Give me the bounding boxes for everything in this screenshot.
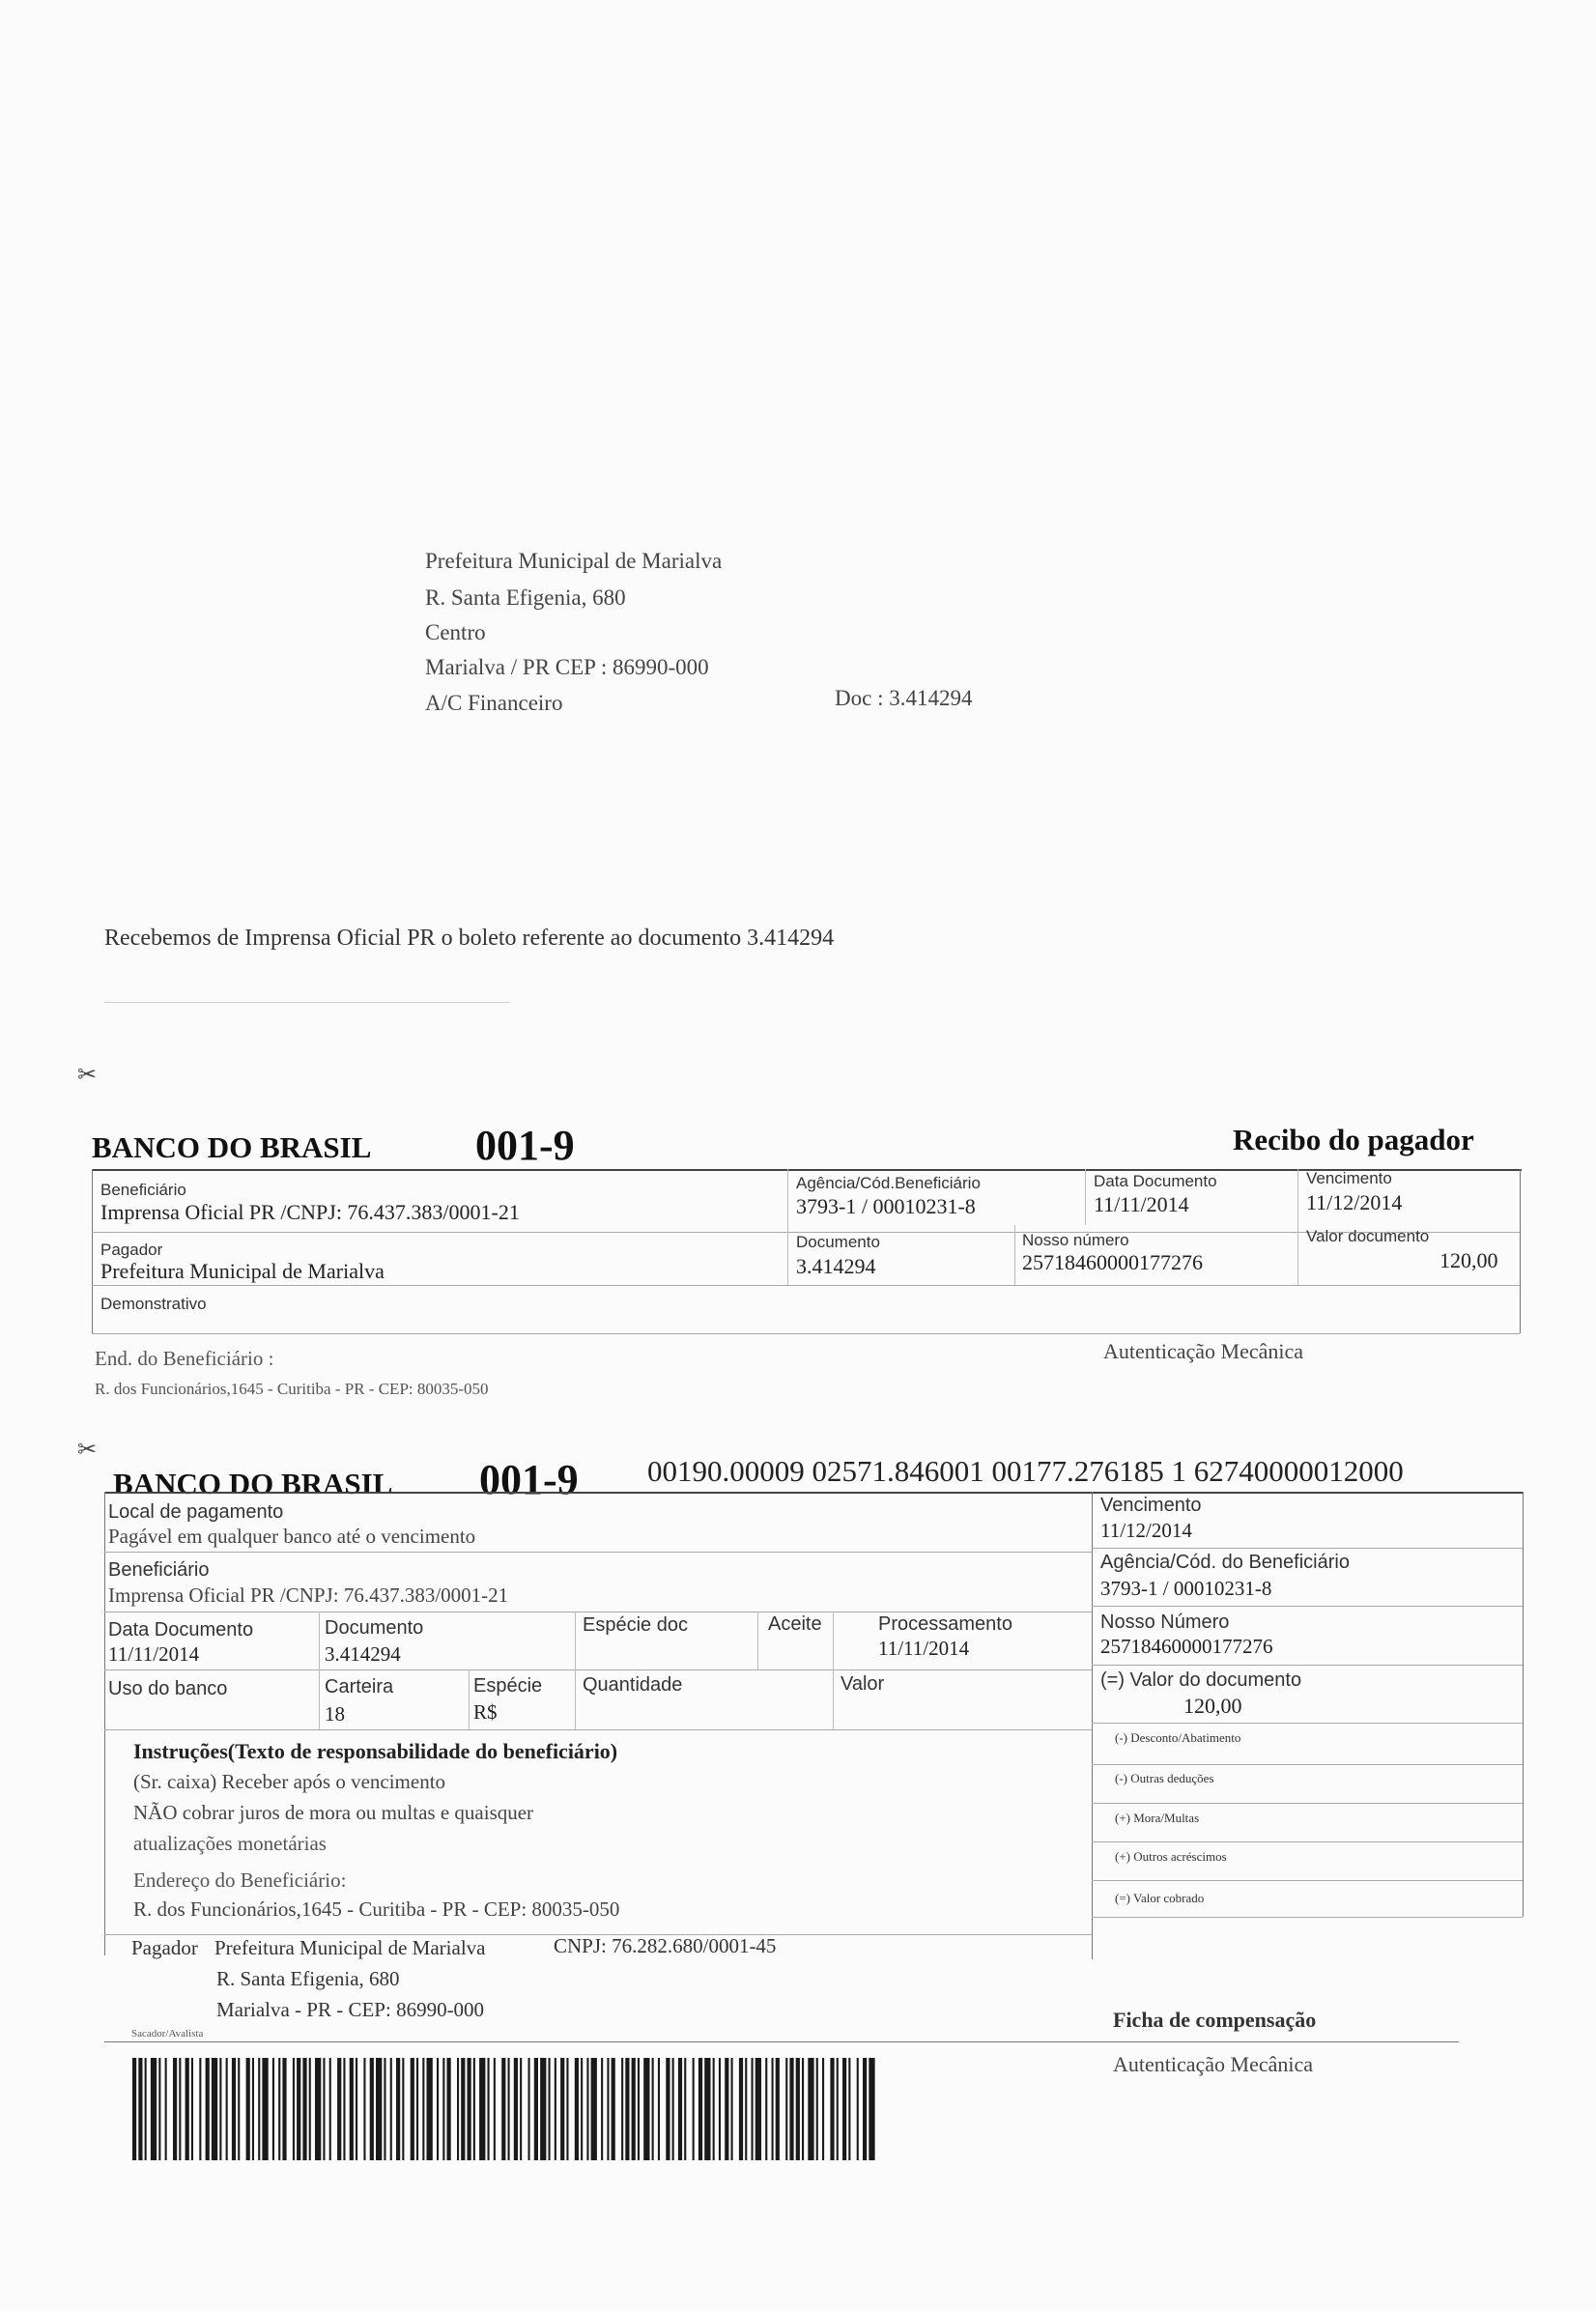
barcode-bar <box>528 2058 530 2160</box>
barcode-bar <box>232 2058 236 2160</box>
ficha-row-rule <box>1092 1606 1523 1607</box>
barcode-bar <box>731 2058 733 2160</box>
divider <box>104 1002 510 1003</box>
ficha-nosso-numero-value: 25718460000177276 <box>1100 1635 1273 1658</box>
barcode-bar <box>350 2058 354 2160</box>
ficha-nosso-numero-label: Nosso Número <box>1100 1612 1230 1633</box>
ficha-local-label: Local de pagamento <box>108 1501 284 1523</box>
recibo-col-rule <box>787 1169 788 1285</box>
recibo-col-rule <box>1085 1169 1086 1225</box>
barcode-bar <box>848 2058 850 2160</box>
recibo-title: Recibo do pagador <box>1233 1123 1474 1156</box>
recibo-data-doc-label: Data Documento <box>1094 1172 1217 1190</box>
recibo-bank-name: BANCO DO BRASIL <box>92 1130 372 1164</box>
barcode-bar <box>293 2058 295 2160</box>
barcode-bar <box>772 2058 774 2160</box>
recipient-doc: Doc : 3.414294 <box>835 686 973 710</box>
scissor-icon: ✂ <box>77 1436 98 1463</box>
barcode-bar <box>586 2058 588 2160</box>
barcode-bar <box>789 2058 793 2160</box>
ficha-vencimento-value: 11/12/2014 <box>1100 1519 1192 1542</box>
barcode-bar <box>591 2058 597 2160</box>
barcode-bar <box>494 2058 496 2160</box>
ficha-col-rule <box>757 1612 758 1669</box>
barcode-bar <box>473 2058 475 2160</box>
recipient-name: Prefeitura Municipal de Marialva <box>425 549 723 573</box>
ficha-end-label: Endereço do Beneficiário: <box>133 1869 347 1892</box>
barcode-bar <box>315 2058 321 2160</box>
barcode-bar <box>206 2058 210 2160</box>
barcode-bar <box>575 2058 579 2160</box>
barcode-bar <box>199 2058 201 2160</box>
ficha-autenticacao: Autenticação Mecânica <box>1113 2052 1314 2076</box>
barcode-bar <box>607 2058 609 2160</box>
ficha-instrucoes-line-1: (Sr. caixa) Receber após o vencimento <box>133 1770 446 1793</box>
barcode-bar <box>416 2058 418 2160</box>
barcode-bar <box>540 2058 546 2160</box>
ficha-agencia-label: Agência/Cód. do Beneficiário <box>1100 1552 1350 1573</box>
barcode-bar <box>376 2058 382 2160</box>
barcode-bar <box>625 2058 629 2160</box>
recipient-street: R. Santa Efigenia, 680 <box>425 585 626 610</box>
barcode-bar <box>739 2058 743 2160</box>
recibo-agencia-label: Agência/Cód.Beneficiário <box>796 1174 981 1192</box>
barcode-bar <box>560 2058 564 2160</box>
barcode-bar <box>402 2058 404 2160</box>
recibo-col-rule <box>1297 1169 1298 1285</box>
ficha-agencia-value: 3793-1 / 00010231-8 <box>1100 1577 1272 1600</box>
barcode-bar <box>658 2058 660 2160</box>
barcode-bar <box>219 2058 221 2160</box>
barcode-bar <box>704 2058 710 2160</box>
ficha-especie-value: R$ <box>473 1700 498 1724</box>
barcode-bar <box>132 2058 136 2160</box>
barcode-bar <box>776 2058 780 2160</box>
barcode-bar <box>185 2058 189 2160</box>
barcode-bar <box>652 2058 654 2160</box>
barcode-bar <box>329 2058 331 2160</box>
barcode-bar <box>643 2058 649 2160</box>
recibo-vencimento-label: Vencimento <box>1306 1169 1392 1187</box>
barcode-bar <box>693 2058 695 2160</box>
ficha-pagador-rule <box>104 2041 1459 2042</box>
barcode-bar <box>808 2058 813 2160</box>
barcode-bar <box>725 2058 728 2160</box>
barcode-bar <box>601 2058 603 2160</box>
barcode-bar <box>713 2058 715 2160</box>
recibo-valor-doc-label: Valor documento <box>1306 1227 1430 1245</box>
barcode-bar <box>447 2058 451 2160</box>
barcode-bar <box>520 2058 522 2160</box>
barcode-bar <box>437 2058 439 2160</box>
barcode-bar <box>468 2058 471 2160</box>
recibo-vencimento-value: 11/12/2014 <box>1306 1190 1403 1214</box>
barcode-bar <box>258 2058 260 2160</box>
barcode-bar <box>252 2058 254 2160</box>
ficha-desconto-label: (-) Desconto/Abatimento <box>1115 1730 1241 1745</box>
ficha-especie-label: Espécie <box>473 1675 543 1697</box>
ficha-valor-cobrado-label: (=) Valor cobrado <box>1115 1891 1205 1905</box>
recibo-valor-doc-value: 120,00 <box>1439 1248 1498 1272</box>
barcode-bar <box>488 2058 490 2160</box>
barcode <box>132 2058 876 2160</box>
ficha-data-doc-label: Data Documento <box>108 1619 254 1641</box>
ficha-linha-digitavel: 00190.00009 02571.846001 00177.276185 1 62740000012000 <box>647 1454 1404 1488</box>
ficha-uso-banco-label: Uso do banco <box>108 1678 228 1699</box>
barcode-bar <box>479 2058 485 2160</box>
ficha-valor-label: Valor <box>841 1673 885 1695</box>
barcode-bar <box>666 2058 670 2160</box>
barcode-bar <box>138 2058 142 2160</box>
ficha-sacador-label: Sacador/Avalista <box>131 2028 204 2040</box>
barcode-bar <box>822 2058 824 2160</box>
recibo-col-rule <box>1014 1225 1015 1285</box>
barcode-bar <box>698 2058 702 2160</box>
recibo-end-label: End. do Beneficiário : <box>95 1347 274 1370</box>
barcode-bar <box>343 2058 345 2160</box>
barcode-bar <box>802 2058 804 2160</box>
ficha-quantidade-label: Quantidade <box>583 1674 683 1696</box>
ficha-documento-value: 3.414294 <box>325 1642 401 1666</box>
barcode-bar <box>461 2058 465 2160</box>
barcode-bar <box>370 2058 374 2160</box>
barcode-bar <box>173 2058 177 2160</box>
ficha-valor-doc-label: (=) Valor do documento <box>1100 1669 1302 1691</box>
ficha-data-doc-value: 11/11/2014 <box>108 1642 200 1666</box>
barcode-bar <box>816 2058 818 2160</box>
ficha-pagador-street: R. Santa Efigenia, 680 <box>216 1967 400 1990</box>
barcode-bar <box>309 2058 311 2160</box>
receipt-text: Recebemos de Imprensa Oficial PR o boleto referente ao documento 3.414294 <box>104 926 835 951</box>
barcode-bar <box>158 2058 160 2160</box>
barcode-bar <box>534 2058 538 2160</box>
ficha-especie-doc-label: Espécie doc <box>583 1614 688 1636</box>
ficha-bank-name: BANCO DO BRASIL <box>113 1467 393 1500</box>
ficha-right-border <box>1523 1492 1524 1917</box>
ficha-left-border <box>104 1492 105 1955</box>
barcode-bar <box>442 2058 444 2160</box>
barcode-bar <box>549 2058 551 2160</box>
barcode-bar <box>302 2058 306 2160</box>
barcode-bar <box>323 2058 325 2160</box>
barcode-bar <box>555 2058 556 2160</box>
recibo-nosso-numero-value: 25718460000177276 <box>1022 1250 1203 1274</box>
barcode-bar <box>501 2058 505 2160</box>
recibo-pagador-label: Pagador <box>100 1241 163 1259</box>
recibo-beneficiario-label: Beneficiário <box>100 1181 186 1199</box>
barcode-bar <box>427 2058 433 2160</box>
ficha-instrucoes-line-3: atualizações monetárias <box>133 1832 327 1855</box>
ficha-aceite-label: Aceite <box>768 1613 822 1635</box>
ficha-processamento-label: Processamento <box>878 1613 1012 1635</box>
barcode-bar <box>785 2058 787 2160</box>
ficha-bank-code: 001-9 <box>479 1456 579 1503</box>
recibo-right-border <box>1520 1169 1521 1333</box>
barcode-bar <box>422 2058 424 2160</box>
recibo-documento-value: 3.414294 <box>796 1254 876 1278</box>
recipient-district: Centro <box>425 620 486 644</box>
barcode-bar <box>262 2058 268 2160</box>
ficha-row-rule <box>1092 1548 1523 1549</box>
barcode-bar <box>238 2058 240 2160</box>
barcode-bar <box>278 2058 280 2160</box>
ficha-row-rule <box>1092 1880 1523 1881</box>
recibo-nosso-numero-label: Nosso número <box>1022 1231 1129 1249</box>
recibo-pagador-value: Prefeitura Municipal de Marialva <box>100 1259 385 1283</box>
barcode-bar <box>363 2058 365 2160</box>
ficha-row-rule <box>104 1669 1092 1670</box>
recibo-end-value: R. dos Funcionários,1645 - Curitiba - PR - CEP: 80035-050 <box>95 1380 489 1398</box>
ficha-row-rule <box>1092 1841 1523 1842</box>
barcode-bar <box>796 2058 800 2160</box>
barcode-bar <box>684 2058 686 2160</box>
barcode-bar <box>765 2058 767 2160</box>
barcode-bar <box>752 2058 754 2160</box>
barcode-bar <box>145 2058 147 2160</box>
ficha-row-rule <box>1092 1764 1523 1765</box>
barcode-bar <box>678 2058 682 2160</box>
barcode-bar <box>282 2058 286 2160</box>
barcode-bar <box>212 2058 217 2160</box>
barcode-bar <box>390 2058 392 2160</box>
recibo-documento-label: Documento <box>796 1233 880 1251</box>
barcode-bar <box>457 2058 459 2160</box>
recipient-city: Marialva / PR CEP : 86990-000 <box>425 655 709 679</box>
barcode-bar <box>830 2058 834 2160</box>
ficha-col-rule <box>575 1612 576 1729</box>
ficha-valor-doc-value: 120,00 <box>1183 1694 1242 1718</box>
ficha-col-rule <box>469 1669 470 1729</box>
recibo-beneficiario-value: Imprensa Oficial PR /CNPJ: 76.437.383/0001-21 <box>100 1200 520 1224</box>
barcode-bar <box>356 2058 357 2160</box>
barcode-bar <box>297 2058 300 2160</box>
ficha-carteira-label: Carteira <box>325 1676 394 1698</box>
ficha-instrucoes-title: Instruções(Texto de responsabilidade do beneficiário) <box>133 1739 618 1763</box>
ficha-documento-label: Documento <box>325 1617 424 1639</box>
ficha-outras-deducoes-label: (-) Outras deduções <box>1115 1771 1214 1785</box>
barcode-bar <box>566 2058 568 2160</box>
barcode-bar <box>165 2058 167 2160</box>
ficha-row-rule <box>1092 1665 1523 1666</box>
recibo-bank-code: 001-9 <box>475 1122 575 1169</box>
barcode-bar <box>869 2058 874 2160</box>
ficha-pagador-name: Prefeitura Municipal de Marialva <box>214 1936 486 1959</box>
barcode-bar <box>638 2058 640 2160</box>
barcode-bar <box>411 2058 414 2160</box>
ficha-carteira-value: 18 <box>325 1702 345 1726</box>
barcode-bar <box>672 2058 674 2160</box>
barcode-bar <box>191 2058 193 2160</box>
barcode-bar <box>755 2058 761 2160</box>
ficha-pagador-cnpj: CNPJ: 76.282.680/0001-45 <box>554 1934 777 1957</box>
ficha-row-rule <box>1092 1917 1523 1918</box>
recibo-left-border <box>92 1169 93 1333</box>
barcode-bar <box>384 2058 385 2160</box>
barcode-bar <box>226 2058 228 2160</box>
ficha-beneficiario-label: Beneficiário <box>108 1559 210 1581</box>
ficha-end-value: R. dos Funcionários,1645 - Curitiba - PR - CEP: 80035-050 <box>133 1897 620 1921</box>
ficha-col-rule <box>833 1612 834 1729</box>
barcode-bar <box>863 2058 867 2160</box>
recibo-demonstrativo-label: Demonstrativo <box>100 1295 207 1313</box>
barcode-bar <box>508 2058 510 2160</box>
ficha-beneficiario-value: Imprensa Oficial PR /CNPJ: 76.437.383/0001-21 <box>108 1583 509 1607</box>
barcode-bar <box>179 2058 181 2160</box>
barcode-bar <box>396 2058 400 2160</box>
barcode-bar <box>719 2058 721 2160</box>
recibo-data-doc-value: 11/11/2014 <box>1094 1192 1189 1216</box>
barcode-bar <box>337 2058 341 2160</box>
recibo-autenticacao: Autenticação Mecânica <box>1103 1339 1304 1363</box>
ficha-row-rule <box>104 1552 1092 1553</box>
barcode-bar <box>612 2058 615 2160</box>
barcode-bar <box>514 2058 518 2160</box>
recipient-attention: A/C Financeiro <box>425 691 563 715</box>
barcode-bar <box>581 2058 583 2160</box>
ficha-mora-label: (+) Mora/Multas <box>1115 1811 1200 1825</box>
recibo-row-rule <box>92 1285 1520 1286</box>
barcode-bar <box>857 2058 859 2160</box>
barcode-bar <box>842 2058 846 2160</box>
barcode-bar <box>246 2058 250 2160</box>
ficha-row-rule <box>104 1729 1092 1730</box>
barcode-bar <box>272 2058 274 2160</box>
ficha-vencimento-label: Vencimento <box>1100 1495 1202 1516</box>
ficha-outros-acrescimos-label: (+) Outros acréscimos <box>1115 1849 1227 1864</box>
barcode-bar <box>745 2058 747 2160</box>
ficha-compensacao-label: Ficha de compensação <box>1113 2008 1317 2032</box>
recibo-bottom-rule <box>92 1333 1520 1334</box>
barcode-bar <box>621 2058 623 2160</box>
barcode-bar <box>151 2058 157 2160</box>
scissor-icon: ✂ <box>77 1061 98 1088</box>
ficha-col-rule <box>1092 1492 1093 1959</box>
ficha-row-rule <box>1092 1723 1523 1724</box>
ficha-processamento-value: 11/11/2014 <box>878 1637 970 1660</box>
ficha-top-rule <box>104 1492 1523 1494</box>
ficha-pagador-city: Marialva - PR - CEP: 86990-000 <box>216 1998 485 2021</box>
ficha-col-rule <box>319 1612 320 1729</box>
ficha-pagador-label: Pagador <box>131 1936 198 1959</box>
ficha-local-value: Pagável em qualquer banco até o vencimento <box>108 1525 476 1548</box>
recibo-agencia-value: 3793-1 / 00010231-8 <box>796 1194 976 1218</box>
barcode-bar <box>837 2058 839 2160</box>
ficha-instrucoes-line-2: NÃO cobrar juros de mora ou multas e quaisquer <box>133 1801 534 1824</box>
ficha-row-rule <box>1092 1803 1523 1804</box>
barcode-bar <box>632 2058 636 2160</box>
